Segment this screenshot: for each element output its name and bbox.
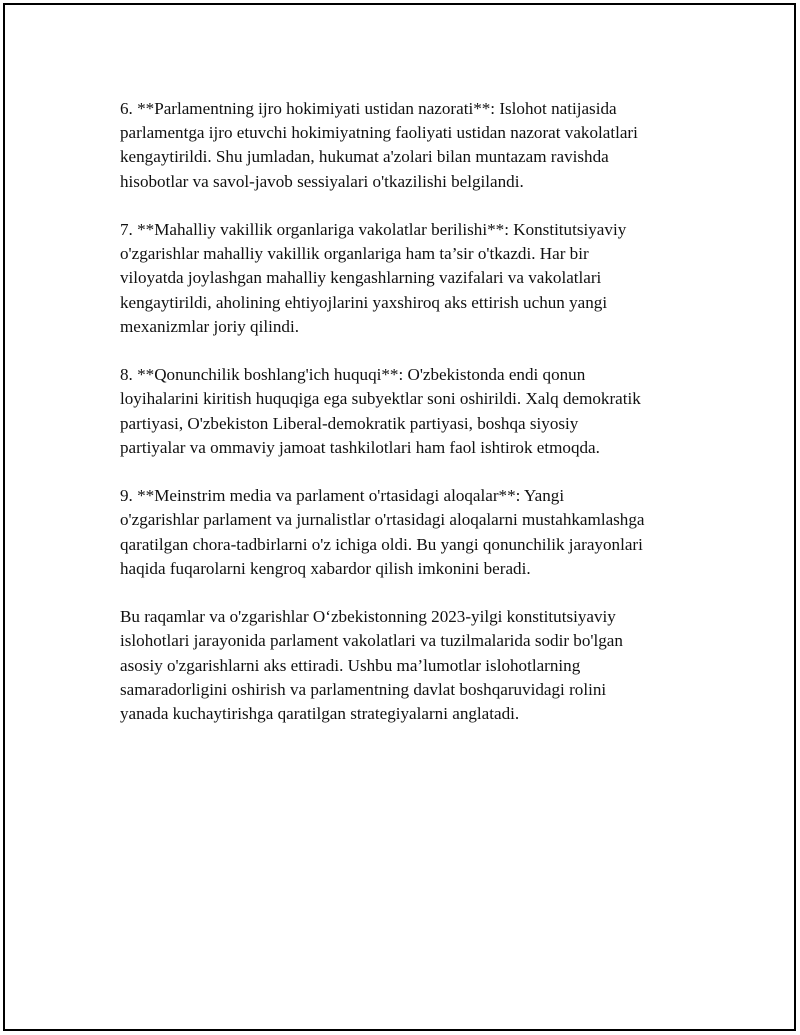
page-frame (3, 3, 796, 1031)
paragraph-item-9: 9. **Meinstrim media va parlament o'rtasidagi aloqalar**: Yangi o'zgarishlar parlament va jurnalistlar o'rtasidagi aloqalarni mustahkamlashga qaratilgan chora-tadbirlarni o'z ichiga oldi. Bu yangi qonunchilik jarayonlari haqida fuqarolarni kengroq xabardor qilish imkonini beradi. (120, 486, 645, 578)
paragraph-item-6: 6. **Parlamentning ijro hokimiyati ustidan nazorati**: Islohot natijasida parlamentga ijro etuvchi hokimiyatning faoliyati ustidan nazorat vakolatlari kengaytirildi. Shu jumladan, hukumat a'zolari bilan muntazam ravishda hisobotlar va savol-javob sessiyalari o'tkazilishi belgilandi. (120, 99, 638, 191)
conclusion-paragraph: Bu raqamlar va o'zgarishlar O‘zbekistonning 2023-yilgi konstitutsiyaviy islohotlari jarayonida parlament vakolatlari va tuzilmalarida sodir bo'lgan asosiy o'zgarishlarni aks ettiradi. Ushbu ma’lumotlar islohotlarning samaradorligini oshirish va parlamentning davlat boshqaruvidagi rolini yanada kuchaytirishga qaratilgan strategiyalarni anglatadi. (120, 607, 623, 724)
paragraph-item-7: 7. **Mahalliy vakillik organlariga vakolatlar berilishi**: Konstitutsiyaviy o'zgarishlar mahalliy vakillik organlariga ham ta’sir o'tkazdi. Har bir viloyatda joylashgan mahalliy kengashlarning vazifalari va vakolatlari kengaytirildi, aholining ehtiyojlarini yaxshiroq aks ettirish uchun yangi mexanizmlar joriy qilindi. (120, 220, 627, 336)
paragraph-item-8: 8. **Qonunchilik boshlang'ich huquqi**: O'zbekistonda endi qonun loyihalarini kiritish huquqiga ega subyektlar soni oshirildi. Xalq demokratik partiyasi, O'zbekiston Liberal-demokratik partiyasi, boshqa siyosiy partiyalar va ommaviy jamoat tashkilotlari ham faol ishtirok etmoqda. (120, 365, 641, 457)
document-body (120, 97, 690, 750)
